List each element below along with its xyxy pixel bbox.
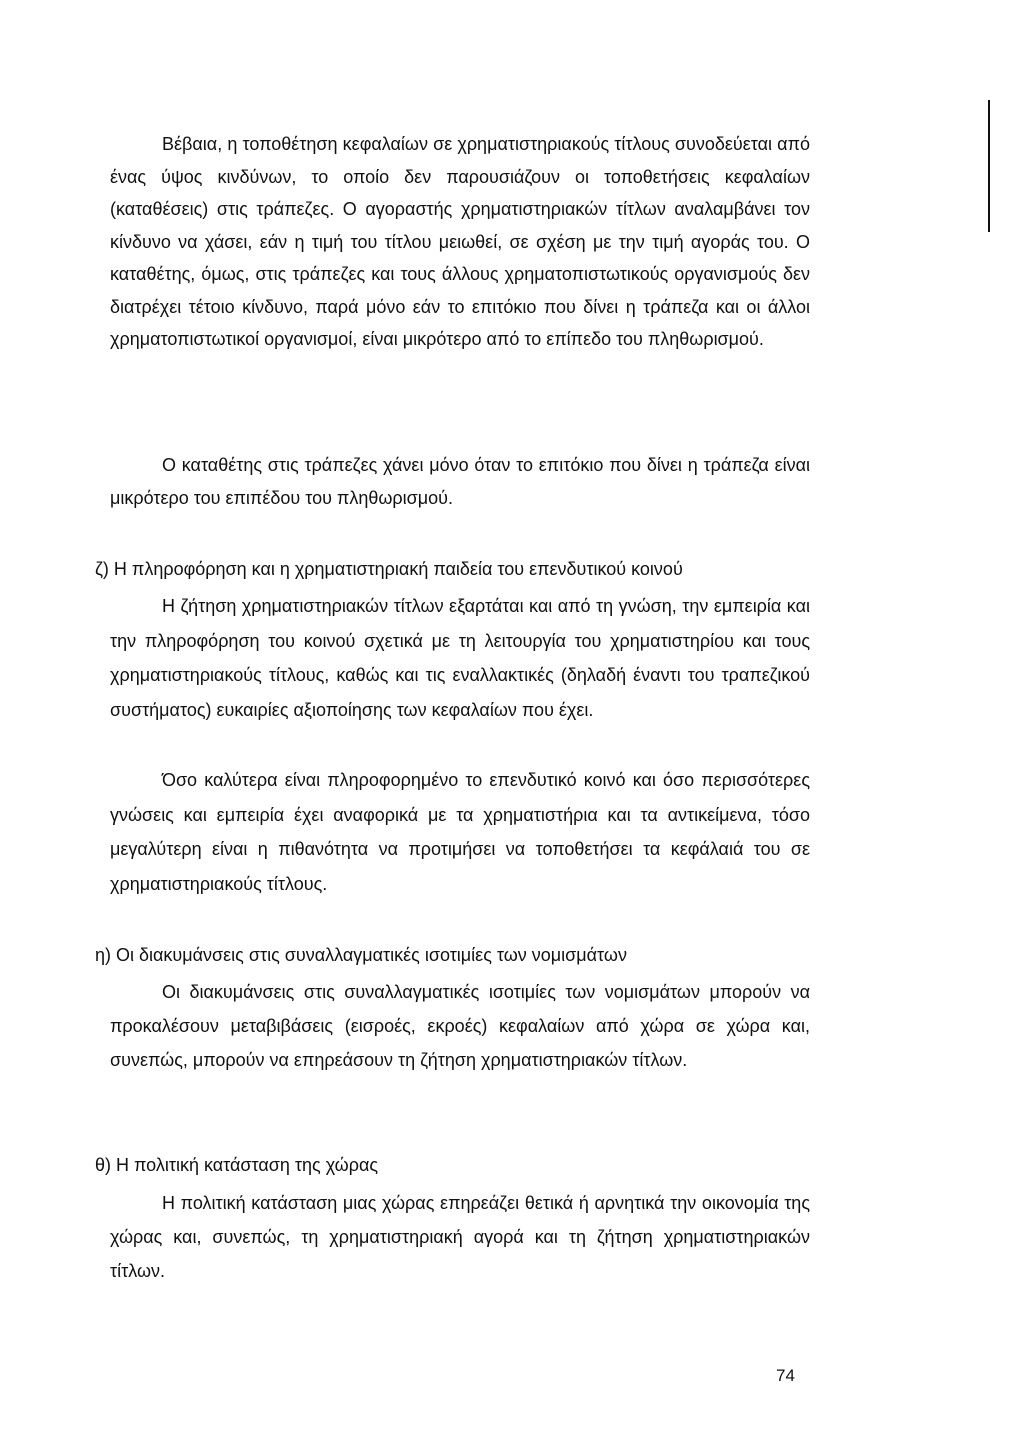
heading-theta-political: θ) Η πολιτική κατάσταση της χώρας xyxy=(95,1155,379,1175)
paragraph-depositor-loss: Ο καταθέτης στις τράπεζες χάνει μόνο όταν το επιτόκιο που δίνει η τράπεζα είναι μικρότερο του επιπέδου του πληθωρισμού. xyxy=(110,455,810,508)
margin-edge-line xyxy=(988,100,990,232)
paragraph-political-situation: Η πολιτική κατάσταση μιας χώρας επηρεάζει θετικά ή αρνητικά την οικονομία της χώρας και, συνεπώς, τη χρηματιστηριακή αγορά και τη ζήτηση χρηματιστηριακών τίτλων. xyxy=(110,1193,810,1281)
heading-zeta-information: ζ) Η πληροφόρηση και η χρηματιστηριακή παιδεία του επενδυτικού κοινού xyxy=(95,559,683,579)
paragraph-investment-risk: Βέβαια, η τοποθέτηση κεφαλαίων σε χρηματιστηριακούς τίτλους συνοδεύεται από ένας ύψος κινδύνων, το οποίο δεν παρουσιάζουν οι τοποθετήσεις κεφαλαίων (καταθέσεις) στις τράπεζες. Ο αγοραστής χρηματιστηριακών τίτλων αναλαμβάνει τον κίνδυνο να χάσει, εάν η τιμή του τίτλου μειωθεί, σε σχέση με την τιμή αγοράς του. Ο καταθέτης, όμως, στις τράπεζες και τους άλλους χρηματοπιστωτικούς οργανισμούς δεν διατρέχει τέτοιο κίνδυνο, παρά μόνο εάν το επιτόκιο που δίνει η τράπεζα και οι άλλοι χρηματοπιστωτικοί οργανισμοί, είναι μικρότερο από το επίπεδο του πληθωρισμού. xyxy=(110,134,810,349)
paragraph-better-informed: Όσο καλύτερα είναι πληροφορημένο το επενδυτικό κοινό και όσο περισσότερες γνώσεις και εμπειρία έχει αναφορικά με τα χρηματιστήρια και τα αντικείμενα, τόσο μεγαλύτερη είναι η πιθανότητα να προτιμήσει να τοποθετήσει τα κεφάλαιά του σε χρηματιστηριακούς τίτλους. xyxy=(110,770,810,894)
heading-eta-exchange-rates: η) Οι διακυμάνσεις στις συναλλαγματικές ισοτιμίες των νομισμάτων xyxy=(95,945,627,965)
paragraph-demand-knowledge: Η ζήτηση χρηματιστηριακών τίτλων εξαρτάται και από τη γνώση, την εμπειρία και την πληροφόρηση του κοινού σχετικά με τη λειτουργία του χρηματιστηρίου και τους χρηματιστηριακούς τίτλους, καθώς και τις εναλλακτικές (δηλαδή έναντι του τραπεζικού συστήματος) ευκαιρίες αξιοποίησης των κεφαλαίων που έχει. xyxy=(110,596,810,720)
paragraph-exchange-fluctuations: Οι διακυμάνσεις στις συναλλαγματικές ισοτιμίες των νομισμάτων μπορούν να προκαλέσουν μεταβιβάσεις (εισροές, εκροές) κεφαλαίων από χώρα σε χώρα και, συνεπώς, μπορούν να επηρεάσουν τη ζήτηση χρηματιστηριακών τίτλων. xyxy=(110,982,810,1070)
page-number: 74 xyxy=(776,1366,795,1385)
